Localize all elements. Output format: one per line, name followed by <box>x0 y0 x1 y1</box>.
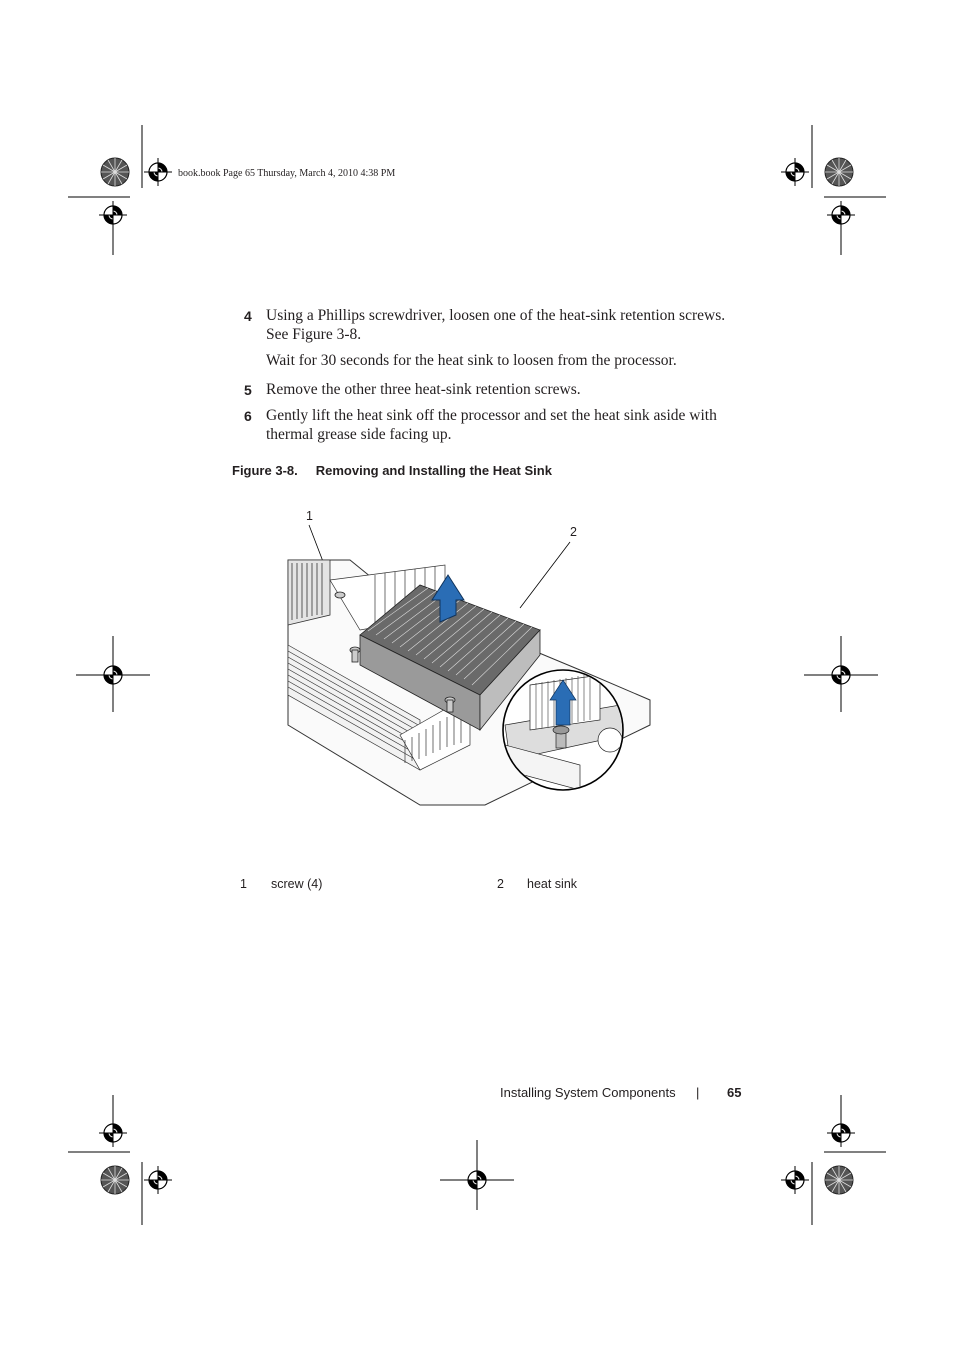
step-5-number: 5 <box>244 382 252 398</box>
footer-section-title: Installing System Components <box>500 1085 676 1100</box>
legend-1-number: 1 <box>240 877 247 891</box>
step-6-text <box>266 406 746 444</box>
figure-caption <box>232 463 552 478</box>
legend-2-text: heat sink <box>527 877 578 891</box>
figure-title: Removing and Installing the Heat Sink <box>315 463 552 478</box>
callout-1: 1 <box>306 509 313 523</box>
callout-2-leader <box>520 542 570 608</box>
step-5-text: Remove the other three heat-sink retention screws. <box>266 381 581 398</box>
step-4-line-2: See Figure 3-8. <box>266 326 362 343</box>
step-6-line-1: Gently lift the heat sink off the processor and set the heat sink aside with <box>266 407 717 424</box>
footer-separator: | <box>696 1085 700 1100</box>
memory-modules-left <box>288 560 330 625</box>
step-4-line-1: Using a Phillips screwdriver, loosen one of the heat-sink retention screws. <box>266 307 726 324</box>
legend-1-text: screw (4) <box>271 877 323 891</box>
step-4-text <box>266 306 746 344</box>
step-4-note: Wait for 30 seconds for the heat sink to loosen from the processor. <box>266 352 677 369</box>
callout-2: 2 <box>570 525 577 539</box>
step-6-line-2: thermal grease side facing up. <box>266 426 452 443</box>
step-4-number: 4 <box>244 308 252 324</box>
page-number: 65 <box>727 1085 742 1100</box>
figure-label: Figure 3-8. <box>232 463 298 478</box>
print-slug: book.book Page 65 Thursday, March 4, 2010 4:38 PM <box>178 168 396 179</box>
magnified-view <box>503 670 625 790</box>
legend-2-number: 2 <box>497 877 504 891</box>
heat-sink-illustration <box>280 505 660 815</box>
step-6-number: 6 <box>244 408 252 424</box>
